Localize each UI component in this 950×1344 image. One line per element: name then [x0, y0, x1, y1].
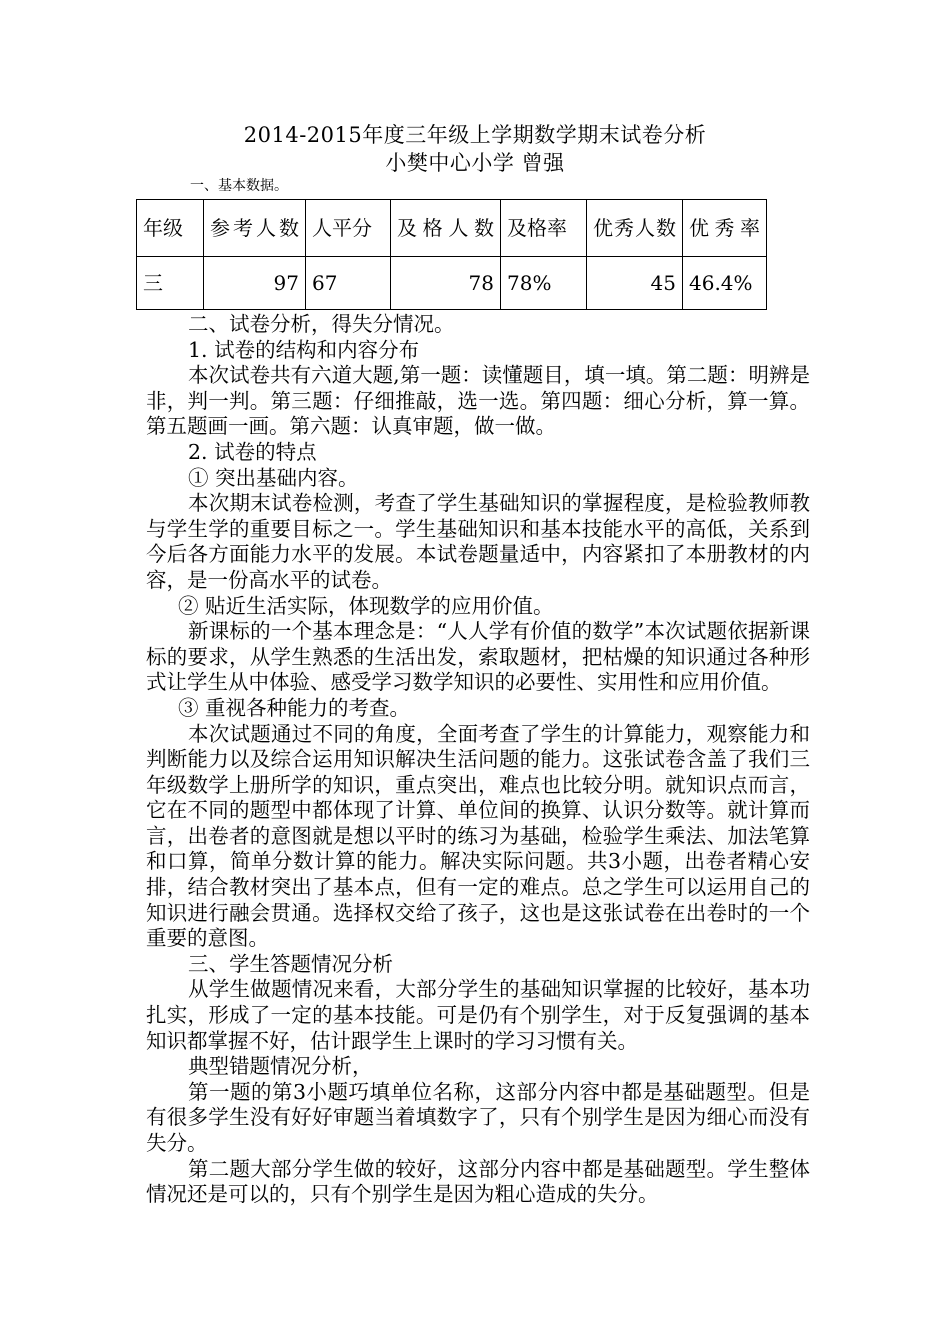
table-cell: 78%: [501, 257, 587, 310]
table-cell: 78: [391, 257, 501, 310]
point-heading: ① 突出基础内容。: [188, 465, 359, 490]
document-subtitle: 小樊中心小学 曾强: [385, 151, 565, 175]
table-header-row: [137, 200, 767, 257]
paragraph: 第二题大部分学生做的较好，这部分内容中都是基础题型。学生整体情况还是可以的，只有个别学生是因为粗心造成的失分。: [146, 1156, 810, 1207]
section-heading-basic-data: 一、基本数据。: [190, 178, 288, 194]
table-header-cell: 参考人数: [204, 200, 306, 257]
document-title: 2014-2015年度三年级上学期数学期末试卷分析: [243, 123, 707, 147]
point-heading: ② 贴近生活实际，体现数学的应用价值。: [178, 593, 554, 618]
table-header-cell: 年级: [137, 200, 204, 257]
point-heading: ③ 重视各种能力的考查。: [178, 695, 411, 720]
table-cell: 三: [137, 257, 204, 310]
table-cell: 97: [204, 257, 306, 310]
subsection-heading: 1. 试卷的结构和内容分布: [188, 337, 420, 362]
table-header-cell: 及格率: [501, 200, 587, 257]
document-body: [146, 312, 810, 1208]
table-header-cell: 及格人数: [391, 200, 501, 257]
table-row: [137, 257, 767, 310]
paragraph: 新课标的一个基本理念是：“人人学有价值的数学”本次试题依据新课标的要求，从学生熟悉的生活出发，索取题材，把枯燥的知识通过各种形式让学生从中体验、感受学习数学知识的必要性、实用性和应用价值。: [146, 619, 810, 695]
table-header-cell: 优秀率: [683, 200, 767, 257]
subsection-heading: 2. 试卷的特点: [188, 439, 317, 464]
paragraph: 本次试题通过不同的角度，全面考查了学生的计算能力，观察能力和判断能力以及综合运用知识解决生活问题的能力。这张试卷含盖了我们三年级数学上册所学的知识，重点突出，难点也比较分明。就知识点而言，它在不同的题型中都体现了计算、单位间的换算、认识分数等。就计算而言，出卷者的意图就是想以平时的练习为基础，检验学生乘法、加法笔算和口算，简单分数计算的能力。解决实际问题。共3小题，出卷者精心安排，结合教材突出了基本点，但有一定的难点。总之学生可以运用自己的知识进行融会贯通。选择权交给了孩子，这也是这张试卷在出卷时的一个重要的意图。: [146, 721, 810, 951]
paragraph: 本次期末试卷检测，考查了学生基础知识的掌握程度，是检验教师教与学生学的重要目标之一。学生基础知识和基本技能水平的高低，关系到今后各方面能力水平的发展。本试卷题量适中，内容紧扣了本册教材的内容，是一份高水平的试卷。: [146, 491, 810, 592]
section-heading: 三、学生答题情况分析: [188, 951, 393, 976]
paragraph: 本次试卷共有六道大题,第一题：读懂题目，填一填。第二题：明辨是非，判一判。第三题：仔细推敲，选一选。第四题：细心分析，算一算。第五题画一画。第六题：认真审题，做一做。: [146, 363, 810, 439]
table-header-cell: 人平分: [306, 200, 391, 257]
section-heading: 二、试卷分析，得失分情况。: [188, 312, 455, 336]
paragraph: 第一题的第3小题巧填单位名称，这部分内容中都是基础题型。但是有很多学生没有好好审题当着填数字了，只有个别学生是因为细心而没有失分。: [146, 1079, 810, 1155]
table-cell: 67: [306, 257, 391, 310]
paragraph: 典型错题情况分析，: [188, 1054, 373, 1079]
table-cell: 45: [587, 257, 683, 310]
table-cell: 46.4%: [683, 257, 767, 310]
stats-table: [136, 199, 767, 310]
paragraph: 从学生做题情况来看，大部分学生的基础知识掌握的比较好，基本功扎实，形成了一定的基本技能。可是仍有个别学生，对于反复强调的基本知识都掌握不好，估计跟学生上课时的学习习惯有关。: [146, 977, 810, 1053]
table-header-cell: 优秀人数: [587, 200, 683, 257]
